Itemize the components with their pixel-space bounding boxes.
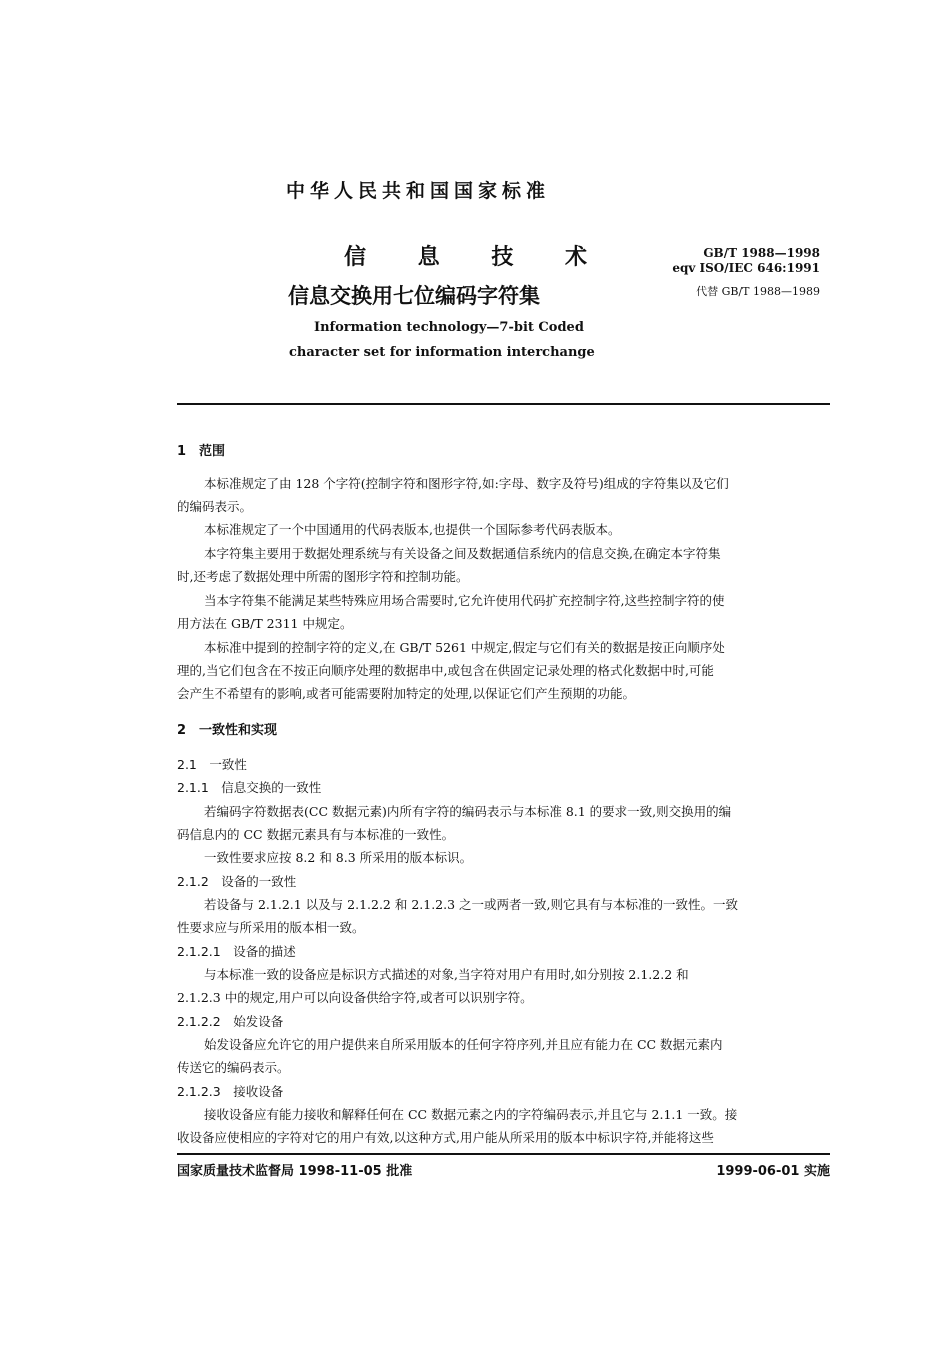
document-title: 信 息 技 术 <box>344 245 609 270</box>
paragraph-line: 收设备应使相应的字符对它的用户有效,以这种方式,用户能从所采用的版本中标识字符,并能将这些 <box>177 1130 714 1145</box>
paragraph-line: 性要求应与所采用的版本相一致。 <box>177 920 365 935</box>
standard-replaces: 代替 GB/T 1988—1989 <box>696 285 820 298</box>
paragraph-line: 理的,当它们包含在不按正向顺序处理的数据串中,或包含在供固定记录处理的格式化数据中时,可能 <box>177 663 714 678</box>
header-divider <box>177 403 830 405</box>
paragraph-line: 若设备与 2.1.2.1 以及与 2.1.2.2 和 2.1.2.3 之一或两者一致,则它具有与本标准的一致性。一致 <box>204 897 739 912</box>
paragraph-line: 与本标准一致的设备应是标识方式描述的对象,当字符对用户有用时,如分别按 2.1.2.2 和 <box>204 967 689 982</box>
subsection-heading: 2.1.2 设备的一致性 <box>177 874 297 889</box>
country-standard-heading: 中华人民共和国国家标准 <box>286 180 551 202</box>
paragraph-line: 若编码字符数据表(CC 数据元素)内所有字符的编码表示与本标准 8.1 的要求一致,则交换用的编 <box>204 804 732 819</box>
paragraph-line: 2.1.2.3 中的规定,用户可以向设备供给字符,或者可以识别字符。 <box>177 990 533 1005</box>
subsection-heading: 2.1.2.2 始发设备 <box>177 1014 284 1029</box>
paragraph-line: 传送它的编码表示。 <box>177 1060 290 1075</box>
paragraph-line: 一致性要求应按 8.2 和 8.3 所采用的版本标识。 <box>204 850 473 865</box>
paragraph-line: 始发设备应允许它的用户提供来自所采用版本的任何字符序列,并且应有能力在 CC 数据元素内 <box>204 1037 723 1052</box>
subsection-heading: 2.1.2.1 设备的描述 <box>177 944 296 959</box>
standard-equivalent: eqv ISO/IEC 646:1991 <box>672 261 820 275</box>
effective-date: 1999-06-01 实施 <box>716 1164 830 1179</box>
paragraph-line: 本标准规定了一个中国通用的代码表版本,也提供一个国际参考代码表版本。 <box>204 522 621 537</box>
section-heading: 2 一致性和实现 <box>177 723 278 738</box>
paragraph-line: 的编码表示。 <box>177 499 253 514</box>
paragraph-line: 接收设备应有能力接收和解释任何在 CC 数据元素之内的字符编码表示,并且它与 2.1.1 一致。接 <box>204 1107 738 1122</box>
paragraph-line: 本标准中提到的控制字符的定义,在 GB/T 5261 中规定,假定与它们有关的数据是按正向顺序处 <box>204 640 725 655</box>
english-title-line-1: Information technology—7-bit Coded <box>314 320 584 335</box>
paragraph-line: 本字符集主要用于数据处理系统与有关设备之间及数据通信系统内的信息交换,在确定本字符集 <box>204 546 721 561</box>
paragraph-line: 码信息内的 CC 数据元素具有与本标准的一致性。 <box>177 827 455 842</box>
section-heading: 1 范围 <box>177 444 226 459</box>
paragraph-line: 用方法在 GB/T 2311 中规定。 <box>177 616 353 631</box>
paragraph-line: 本标准规定了由 128 个字符(控制字符和图形字符,如:字母、数字及符号)组成的字符集以及它们 <box>204 476 729 491</box>
footer-divider <box>177 1153 830 1155</box>
subsection-heading: 2.1 一致性 <box>177 757 247 772</box>
document-subtitle: 信息交换用七位编码字符集 <box>288 284 540 308</box>
subsection-heading: 2.1.1 信息交换的一致性 <box>177 780 322 795</box>
english-title-line-2: character set for information interchange <box>289 345 595 360</box>
subsection-heading: 2.1.2.3 接收设备 <box>177 1084 284 1099</box>
approval-date: 国家质量技术监督局 1998-11-05 批准 <box>177 1164 413 1179</box>
paragraph-line: 时,还考虑了数据处理中所需的图形字符和控制功能。 <box>177 569 469 584</box>
paragraph-line: 会产生不希望有的影响,或者可能需要附加特定的处理,以保证它们产生预期的功能。 <box>177 686 635 701</box>
paragraph-line: 当本字符集不能满足某些特殊应用场合需要时,它允许使用代码扩充控制字符,这些控制字符的使 <box>204 593 725 608</box>
standard-number: GB/T 1988—1998 <box>703 246 820 260</box>
